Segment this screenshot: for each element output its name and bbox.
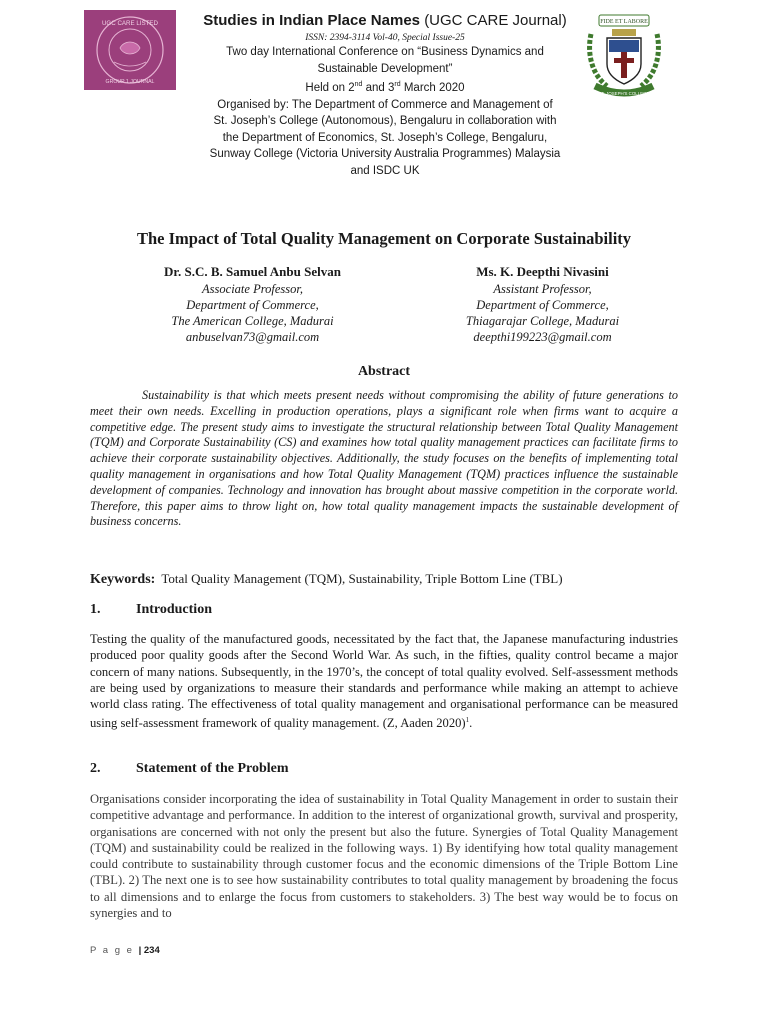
journal-tag: (UGC CARE Journal)	[424, 12, 567, 29]
section-number: 1.	[90, 602, 101, 617]
st-josephs-crest-logo	[585, 12, 663, 100]
organiser-line-5: and ISDC UK	[350, 164, 420, 177]
introduction-paragraph: Testing the quality of the manufactured goods, necessitated by the fact that, the Japanese manufacturing industries produced poor quality goods after the Second World War. As such, in the fifties, quality control became a major concern of many nations. Subsequently, in the 1970’s, the concept of total quality evolved. Self-assessment methods are being used by organizations to measure their standards and performance while making an attempt to achieve world class rating. The effectiveness of total quality management and organisational performance can be measured using self-assessment framework of quality management. (Z, Aaden 2020)$^1$.	[90, 632, 678, 731]
author-name: Dr. S.C. B. Samuel Anbu Selvan	[164, 264, 341, 279]
author-role: Associate Professor,	[202, 282, 303, 296]
author-institution: Thiagarajar College, Madurai	[465, 314, 620, 328]
footnote-marker: 1	[465, 716, 470, 725]
ugc-care-logo	[84, 10, 176, 90]
section-title: Introduction	[136, 602, 212, 617]
section-number: 2.	[90, 761, 101, 776]
page-number: | 234	[138, 945, 160, 956]
paper-title: The Impact of Total Quality Management on Corporate Sustainability	[136, 229, 632, 248]
conference-line-1: Two day International Conference on “Business Dynamics and	[226, 46, 544, 58]
journal-name: Studies in Indian Place Names	[203, 12, 421, 29]
ugc-logo-top-text: UGC CARE LISTED	[101, 20, 159, 27]
crest-banner-text: FIDE ET LABORE	[600, 19, 648, 25]
author-institution: The American College, Madurai	[171, 314, 334, 328]
page-label: P a g e	[90, 945, 134, 956]
conference-line-2: Sustainable Development”	[317, 62, 453, 75]
author-department: Department of Commerce,	[186, 298, 319, 312]
organiser-line-1: Organised by: The Department of Commerce and Management of	[217, 98, 553, 111]
page-footer	[90, 945, 160, 956]
section-heading-introduction	[90, 602, 212, 618]
author-role: Assistant Professor,	[493, 282, 592, 296]
abstract-heading: Abstract	[357, 364, 411, 379]
journal-header	[180, 10, 590, 180]
keywords-text: Total Quality Management (TQM), Sustainability, Triple Bottom Line (TBL)	[161, 571, 563, 586]
author-email: deepthi199223@gmail.com	[473, 330, 612, 344]
issn-line: ISSN: 2394-3114 Vol-40, Special Issue-25	[305, 33, 465, 43]
author-department: Department of Commerce,	[476, 298, 609, 312]
paragraph-text: Testing the quality of the manufactured goods, necessitated by the fact that, the Japanese manufacturing industries produced poor quality goods after the Second World War. As such, in the fifties, quality control became a major concern of many nations. Subsequently, in the 1970’s, the concept of total quality evolved. Self-assessment methods are being used by organizations to measure their standards and performance while making an attempt to achieve world class rating. The effectiveness of total quality management and organisational performance can be measured using self-assessment framework of quality management. (Z, Aaden 2020)	[90, 632, 678, 731]
crest-ribbon-text: ST. JOSEPH'S COLLEGE	[598, 91, 650, 96]
organiser-line-4: Sunway College (Victoria University Australia Programmes) Malaysia	[209, 148, 561, 161]
section-heading-statement-of-problem	[90, 761, 289, 777]
statement-paragraph: Organisations consider incorporating the idea of sustainability in Total Quality Management in order to sustain their competitive advantage and performance. In addition to the interest of organizational growth, survival and prosperity, organisations are concerned with not only the present but also the future. Synergies of Total Quality Management (TQM) and sustainability could be realized in the following ways. 1) By identifying how total quality management could contribute to sustainability through customer focus and the economic dimensions of the Triple Bottom Line (TBL). 2) The next one is to see how sustainability contributes to total quality management by broadening the focus to all dimensions and to enlarge the focus from customers to stakeholders. 3) The best way would be to focus on synergies and to	[90, 792, 678, 921]
ugc-logo-bottom-text: GROUP 1 JOURNAL	[105, 79, 155, 85]
organiser-line-2: St. Joseph’s College (Autonomous), Bengaluru in collaboration with	[213, 115, 557, 128]
organiser-line-3: the Department of Economics, St. Joseph’s College, Bengaluru,	[222, 131, 548, 144]
journal-title	[180, 10, 590, 32]
author-name: Ms. K. Deepthi Nivasini	[476, 264, 609, 279]
held-on-line: Held on 2nd and 3rd March 2020	[305, 81, 465, 95]
author-block-2	[420, 263, 665, 345]
abstract-text: Sustainability is that which meets present needs without compromising the ability of future generations to meet their own needs. Excelling in production operations, plays a significant role when firms want to acquire a competitive edge. The present study aims to investigate the structural relationship between Total Quality Management (TQM) and Corporate Sustainability (CS) and examines how total quality management practices can facilitate firms to achieve their corporate sustainability objectives. Additionally, the study focuses on the benefits of implementing total quality management in organisations and how Total Quality Management (TQM) practices influence the sustainable development of companies. Technology and innovation has brought about massive competition in the corporate world. Therefore, this paper aims to throw light on, how total quality management impacts the sustainable development of business concerns.	[90, 388, 678, 529]
keywords-label: Keywords:	[90, 572, 156, 587]
keywords-line	[90, 571, 690, 588]
section-title: Statement of the Problem	[136, 761, 289, 776]
author-email: anbuselvan73@gmail.com	[185, 330, 320, 344]
author-block-1	[110, 263, 395, 345]
